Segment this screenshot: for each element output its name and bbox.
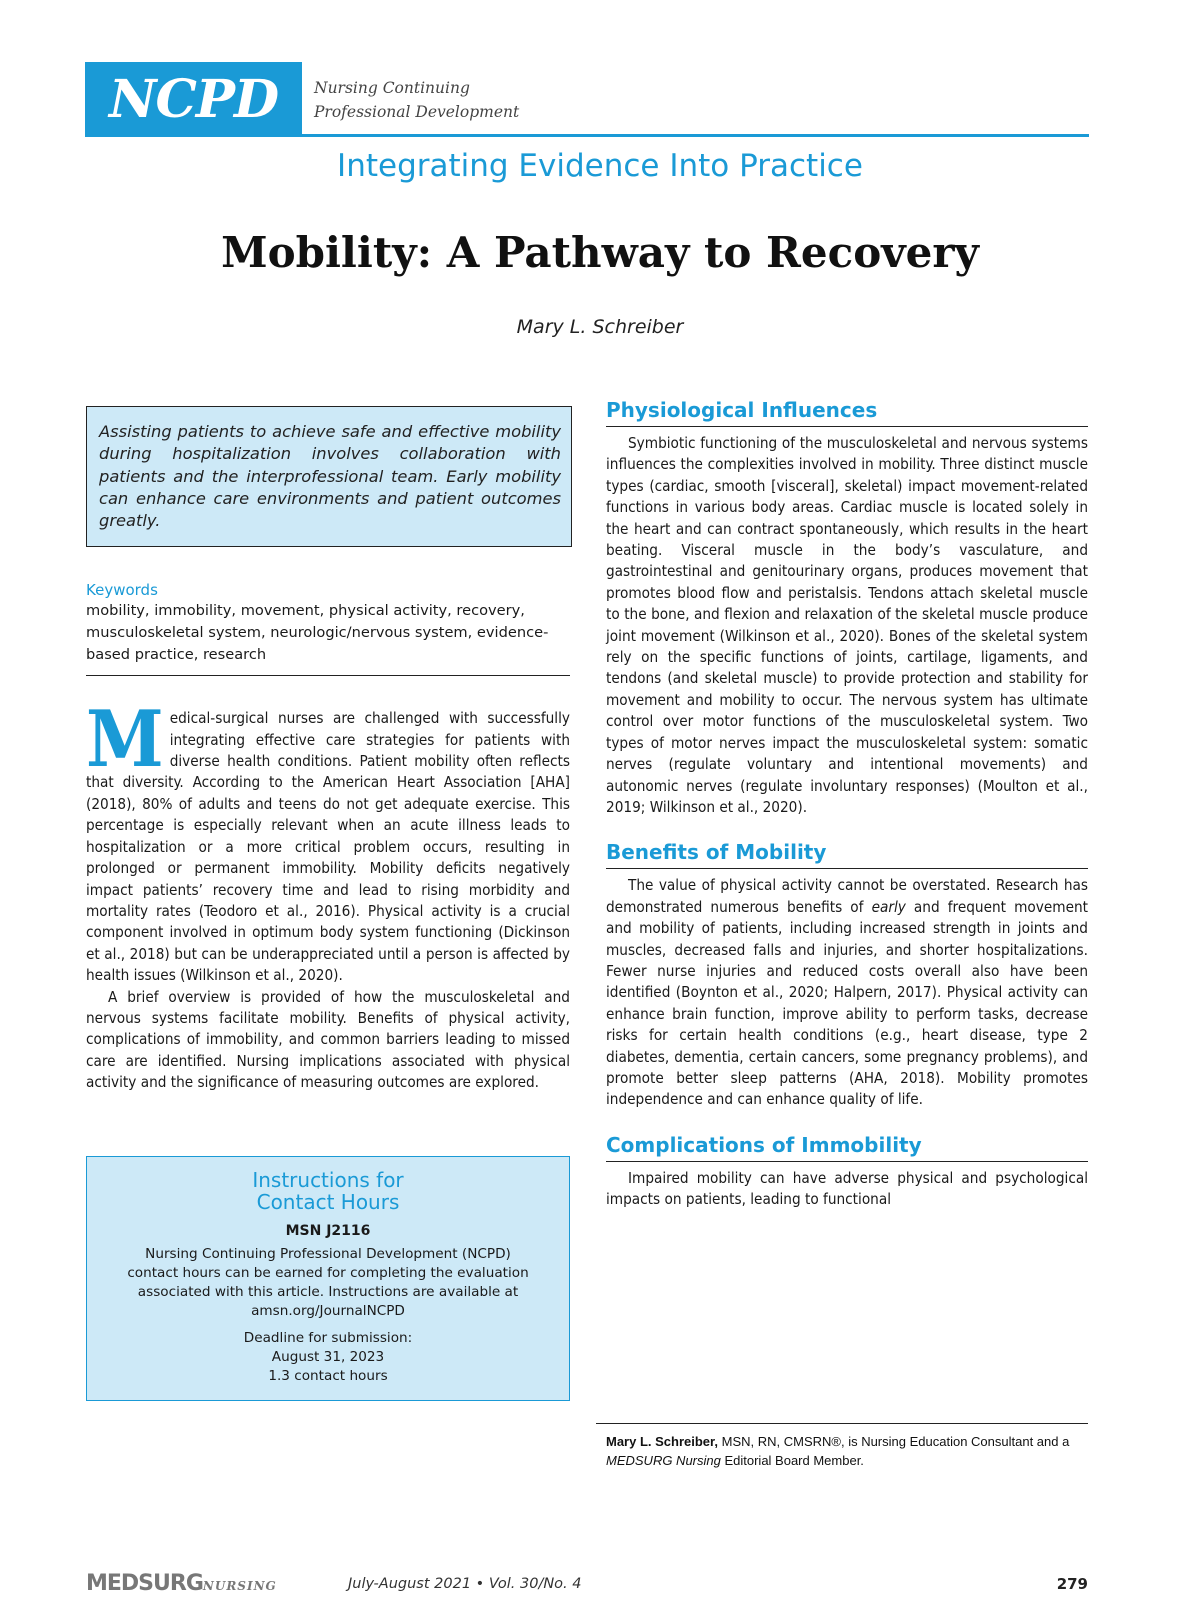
abstract-text: Assisting patients to achieve safe and effective mobility during hospitalization involves collaboration with patients and the interprofessional team. Early mobility can enhance care environments and patient outcomes greatly.	[99, 422, 561, 531]
intro-paragraph-2: A brief overview is provided of how the musculoskeletal and nervous systems facilitate mobility. Benefits of physical activity, complications of immobility, and common barriers leading to missed care are identified. Nursing implications associated with physical activity and the significance of measuring outcomes are explored.	[86, 987, 570, 1092]
footnote-journal: MEDSURG Nursing	[606, 1453, 721, 1468]
journal-logo	[86, 1571, 277, 1596]
section-heading: Benefits of Mobility	[606, 840, 1088, 869]
series-title: Integrating Evidence Into Practice	[337, 148, 863, 184]
section-heading: Physiological Influences	[606, 398, 1088, 427]
benefits-emphasis: early	[871, 897, 906, 916]
section-benefits-of-mobility	[606, 840, 1088, 1110]
contact-hours-title	[87, 1169, 569, 1213]
section-heading: Complications of Immobility	[606, 1133, 1088, 1162]
tagline-line-1: Nursing Continuing	[314, 79, 470, 97]
footnote-credentials: MSN, RN, CMSRN®, is Nursing Education Consultant and a	[718, 1434, 1070, 1449]
header-divider	[85, 134, 1089, 137]
issue-info: July-August 2021 • Vol. 30/No. 4	[348, 1576, 582, 1592]
course-code: MSN J2116	[285, 1222, 371, 1239]
footnote-tail: Editorial Board Member.	[720, 1453, 864, 1468]
contact-hours-description: Nursing Continuing Professional Development (NCPD) contact hours can be earned for completing the evaluation associated with this article. Instructions are available at amsn.org/JournalNCPD	[127, 1245, 529, 1319]
contact-hours-box	[86, 1156, 570, 1401]
page-number: 279	[1056, 1575, 1088, 1593]
contact-title-line-2: Contact Hours	[256, 1189, 400, 1214]
footnote-divider	[596, 1423, 1088, 1424]
left-column	[86, 406, 570, 1401]
benefits-text-start: The value of physical activity cannot be overstated. Research has demonstrated numerous benefits of	[606, 876, 1088, 916]
keywords-label: Keywords	[86, 581, 158, 600]
right-column	[606, 398, 1088, 1233]
article-author: Mary L. Schreiber	[516, 316, 684, 338]
section-complications-of-immobility	[606, 1133, 1088, 1211]
deadline-label: Deadline for submission:	[243, 1329, 413, 1346]
logo-tagline	[314, 76, 519, 124]
drop-cap: M	[86, 694, 164, 786]
intro-paragraph-1-text: edical-surgical nurses are challenged with successfully integrating effective care strategies for patients with diverse health conditions. Patient mobility often reflects that diversity. According to the American Heart Association [AHA] (2018), 80% of adults and teens do not get adequate exercise. This percentage is especially relevant when an acute illness leads to hospitalization or a more critical problem occurs, resulting in prolonged or permanent immobility. Mobility deficits negatively impact patients’ recovery time and lead to rising morbidity and mortality rates (Teodoro et al., 2016). Physical activity is a crucial component involved in optimum body system functioning (Dickinson et al., 2018) but can be underappreciated until a person is affected by health issues (Wilkinson et al., 2020).	[86, 709, 570, 985]
keywords-text: mobility, immobility, movement, physical activity, recovery, musculoskeletal system, neurologic/nervous system, evidence-based practice, research	[86, 602, 549, 663]
tagline-line-2: Professional Development	[314, 103, 520, 121]
deadline-date: August 31, 2023	[271, 1348, 385, 1365]
ncpd-logo	[85, 62, 302, 137]
journal-logo-main: MEDSURG	[86, 1571, 203, 1596]
deadline-block	[87, 1329, 569, 1386]
intro-paragraph-1	[86, 694, 570, 986]
section-text	[606, 875, 1088, 1110]
benefits-text-end: and frequent movement and mobility of patients, including increased strength in joints and muscles, decreased falls and injuries, and shorter hospitalizations. Fewer nurse injuries and reduced costs overall also have been identified (Boynton et al., 2020; Halpern, 2017). Physical activity can enhance brain function, improve ability to perform tasks, decrease risks for certain health conditions (e.g., heart disease, type 2 diabetes, dementia, certain cancers, some pregnancy problems), and promote better sleep patterns (AHA, 2018). Mobility promotes independence and can enhance quality of life.	[606, 897, 1088, 1109]
section-text: Impaired mobility can have adverse physical and psychological impacts on patients, leading to functional	[606, 1168, 1088, 1209]
contact-title-line-1: Instructions for	[252, 1167, 404, 1192]
logo-text: NCPD	[108, 69, 279, 130]
introduction	[86, 694, 570, 1093]
abstract-box	[86, 406, 572, 547]
footnote-author-name: Mary L. Schreiber,	[606, 1434, 718, 1449]
author-footnote	[606, 1432, 1088, 1470]
keywords-divider	[86, 675, 570, 676]
article-title: Mobility: A Pathway to Recovery	[221, 228, 979, 277]
contact-hours-value: 1.3 contact hours	[268, 1367, 388, 1384]
journal-logo-sub: NURSING	[202, 1579, 277, 1593]
section-text: Symbiotic functioning of the musculoskeletal and nervous systems influences the complexities involved in mobility. Three distinct muscle types (cardiac, smooth [visceral], skeletal) impact movement-related functions in various body areas. Cardiac muscle is located solely in the heart and can contract spontaneously, which results in the heart beating. Visceral muscle in the body’s vasculature, and gastrointestinal and genitourinary organs, produces movement that promotes blood flow and peristalsis. Tendons attach skeletal muscle to the bone, and flexion and relaxation of the skeletal muscle produce joint movement (Wilkinson et al., 2020). Bones of the skeletal system rely on the specific functions of joints, cartilage, ligaments, and tendons (and skeletal muscle) to provide protection and stability for movement and mobility to occur. The nervous system has ultimate control over motor functions of the musculoskeletal system. Two types of motor nerves impact the musculoskeletal system: somatic nerves (regulate voluntary and intentional movements) and autonomic nerves (regulate involuntary responses) (Moulton et al., 2019; Wilkinson et al., 2020).	[606, 434, 1088, 816]
section-physiological-influences	[606, 398, 1088, 818]
